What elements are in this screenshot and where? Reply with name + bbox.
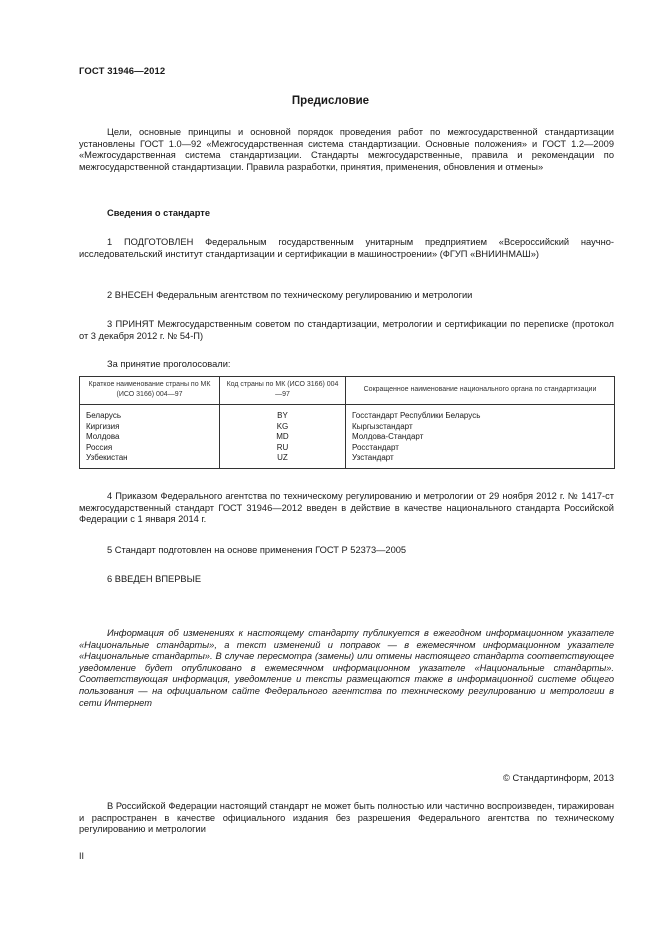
intro-paragraph: Цели, основные принципы и основной порядок проведения работ по межгосударственной стандартизации установлены ГОСТ 1.0—92 «Межгосударственная система стандартизации. Основные положения» и ГОСТ 1.2—2009 «Межгосударственная система стандартизации. Стандарты межгосударственные, правила и рекомендации по межгосударственной стандартизации. Правила разработки, принятия, применения, обновления и отмены» xyxy=(79,127,614,172)
code-cell: KG xyxy=(220,422,346,433)
votes-label: За принятие проголосовали: xyxy=(107,359,231,369)
copyright-notice: © Стандартинформ, 2013 xyxy=(503,773,614,783)
agency-cell: Молдова-Стандарт xyxy=(346,432,615,443)
item-1-paragraph: 1 ПОДГОТОВЛЕН Федеральным государственным унитарным предприятием «Всероссийский научно-исследовательский институт стандартизации и сертификации в машиностроении» (ФГУП «ВНИИНМАШ») xyxy=(79,237,614,259)
column-header-code: Код страны по МК (ИСО 3166) 004—97 xyxy=(220,377,346,405)
page-number: II xyxy=(79,851,85,861)
reproduction-notice: В Российской Федерации настоящий стандарт не может быть полностью или частично воспроизведен, тиражирован и распространен в качестве официального издания без разрешения Федерального агентства по техническому регулированию и метрологии xyxy=(79,801,614,835)
country-cell: Россия xyxy=(80,443,220,454)
item-2-paragraph: 2 ВНЕСЕН Федеральным агентством по техническому регулированию и метрологии xyxy=(107,290,473,300)
item-3-paragraph: 3 ПРИНЯТ Межгосударственным советом по стандартизации, метрологии и сертификации по переписке (протокол от 3 декабря 2012 г. № 54-П) xyxy=(79,319,614,341)
table-row xyxy=(80,432,615,443)
table-row xyxy=(80,443,615,454)
votes-table xyxy=(79,376,615,469)
changes-info-paragraph: Информация об изменениях к настоящему стандарту публикуется в ежегодном информационном указателе «Национальные стандарты», а текст изменений и поправок — в ежемесячном информационном указателе «Национальные стандарты». В случае пересмотра (замены) или отмены настоящего стандарта соответствующее уведомление будет опубликовано в ежемесячном информационном указателе «Национальные стандарты». Соответствующая информация, уведомление и тексты размещаются также в информационной системе общего пользования — на официальном сайте Федерального агентства по техническому регулированию и метрологии в сети Интернет xyxy=(79,628,614,708)
item-5-paragraph: 5 Стандарт подготовлен на основе применения ГОСТ Р 52373—2005 xyxy=(107,545,407,555)
code-cell: RU xyxy=(220,443,346,454)
column-header-agency: Сокращенное наименование национального органа по стандартизации xyxy=(346,377,615,405)
country-cell: Узбекистан xyxy=(80,453,220,468)
agency-cell: Госстандарт Республики Беларусь xyxy=(346,405,615,422)
agency-cell: Узстандарт xyxy=(346,453,615,468)
table-row xyxy=(80,405,615,422)
item-4-paragraph: 4 Приказом Федерального агентства по техническому регулированию и метрологии от 29 ноября 2012 г. № 1417-ст межгосударственный стандарт ГОСТ 31946—2012 введен в действие в качестве национального стандарта Российской Федерации с 1 января 2014 г. xyxy=(79,491,614,525)
document-code: ГОСТ 31946—2012 xyxy=(79,66,166,77)
info-heading: Сведения о стандарте xyxy=(107,208,211,218)
code-cell: MD xyxy=(220,432,346,443)
page-title: Предисловие xyxy=(291,95,370,107)
country-cell: Беларусь xyxy=(80,405,220,422)
item-6-paragraph: 6 ВВЕДЕН ВПЕРВЫЕ xyxy=(107,574,202,584)
code-cell: BY xyxy=(220,405,346,422)
votes-table-header xyxy=(80,377,615,405)
code-cell: UZ xyxy=(220,453,346,468)
agency-cell: Росстандарт xyxy=(346,443,615,454)
country-cell: Киргизия xyxy=(80,422,220,433)
agency-cell: Кыргызстандарт xyxy=(346,422,615,433)
country-cell: Молдова xyxy=(80,432,220,443)
column-header-country: Краткое наименование страны по МК (ИСО 3166) 004—97 xyxy=(80,377,220,405)
table-row xyxy=(80,422,615,433)
table-row xyxy=(80,453,615,468)
